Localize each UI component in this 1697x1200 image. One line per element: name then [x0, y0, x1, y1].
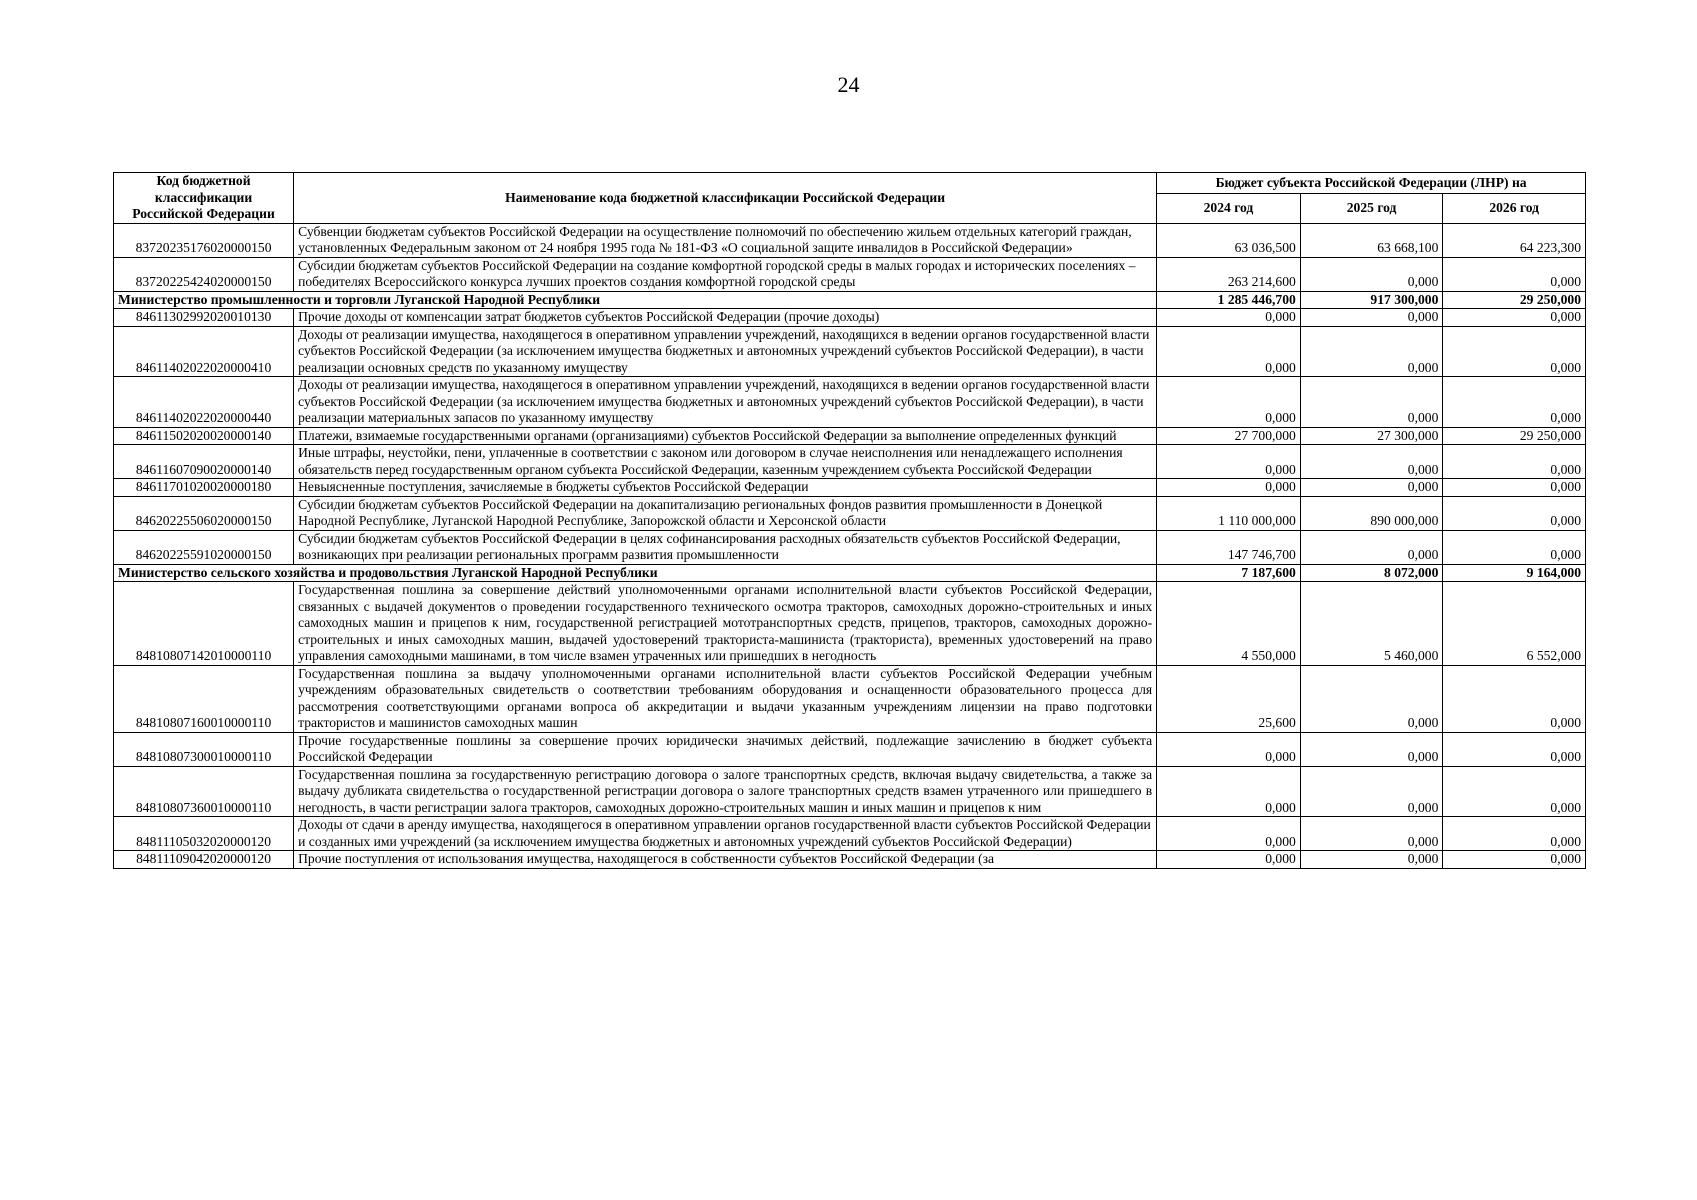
table-row — [114, 766, 1586, 817]
description-cell: Невыясненные поступления, зачисляемые в бюджеты субъектов Российской Федерации — [294, 479, 1157, 497]
value-2025-cell: 0,000 — [1300, 766, 1443, 817]
budget-group-header: Бюджет субъекта Российской Федерации (ЛНР) на — [1157, 173, 1586, 194]
description-cell: Доходы от сдачи в аренду имущества, находящегося в оперативном управлении органов государственной власти субъектов Российской Федерации и созданных ими учреждений (за исключением имущества бюджетных и автономных учреждений субъектов Российской Федерации) — [294, 817, 1157, 851]
description-cell: Прочие государственные пошлины за совершение прочих юридически значимых действий, подлежащие зачислению в бюджет субъекта Российской Федерации — [294, 732, 1157, 766]
description-cell: Доходы от реализации имущества, находящегося в оперативном управлении учреждений, находящихся в ведении органов государственной власти субъектов Российской Федерации (за исключением имущества бюджетных и автономных учреждений субъектов Российской Федерации), в части реализации материальных запасов по указанному имуществу — [294, 377, 1157, 428]
value-2026-cell: 0,000 — [1443, 766, 1586, 817]
value-2024-cell: 147 746,700 — [1157, 530, 1301, 564]
value-2025-cell: 0,000 — [1300, 817, 1443, 851]
value-2026-cell: 6 552,000 — [1443, 582, 1586, 666]
budget-code-cell: 83720225424020000150 — [114, 257, 294, 291]
value-2026-cell: 0,000 — [1443, 326, 1586, 377]
code-column-header: Код бюджетной классификации Российской Федерации — [114, 173, 294, 224]
table-row — [114, 445, 1586, 479]
value-2026-cell: 0,000 — [1443, 530, 1586, 564]
description-cell: Субвенции бюджетам субъектов Российской Федерации на осуществление полномочий по обеспечению жильем отдельных категорий граждан, установленных Федеральным законом от 24 ноября 1995 года № 181-ФЗ «О социальной защите инвалидов в Российской Федерации» — [294, 223, 1157, 257]
value-2026-cell: 29 250,000 — [1443, 291, 1586, 309]
table-row — [114, 427, 1586, 445]
section-title: Министерство сельского хозяйства и продовольствия Луганской Народной Республики — [114, 564, 1157, 582]
description-cell: Субсидии бюджетам субъектов Российской Федерации на создание комфортной городской среды в малых городах и исторических поселениях – победителях Всероссийского конкурса лучших проектов создания комфортной городской среды — [294, 257, 1157, 291]
description-cell: Платежи, взимаемые государственными органами (организациями) субъектов Российской Федерации за выполнение определенных функций — [294, 427, 1157, 445]
year-2025-header: 2025 год — [1300, 193, 1443, 223]
value-2026-cell: 0,000 — [1443, 377, 1586, 428]
value-2025-cell: 0,000 — [1300, 445, 1443, 479]
description-cell: Субсидии бюджетам субъектов Российской Федерации в целях софинансирования расходных обязательств субъектов Российской Федерации, возникающих при реализации региональных программ развития промышленности — [294, 530, 1157, 564]
value-2024-cell: 0,000 — [1157, 479, 1301, 497]
table-row — [114, 665, 1586, 732]
value-2025-cell: 0,000 — [1300, 257, 1443, 291]
budget-code-cell: 84810807300010000110 — [114, 732, 294, 766]
page-number: 24 — [837, 72, 860, 97]
budget-code-cell: 84620225506020000150 — [114, 496, 294, 530]
value-2025-cell: 0,000 — [1300, 377, 1443, 428]
value-2024-cell: 0,000 — [1157, 732, 1301, 766]
budget-code-cell: 84611402022020000440 — [114, 377, 294, 428]
value-2024-cell: 0,000 — [1157, 309, 1301, 327]
value-2026-cell: 0,000 — [1443, 257, 1586, 291]
value-2026-cell: 64 223,300 — [1443, 223, 1586, 257]
budget-code-cell: 84611701020020000180 — [114, 479, 294, 497]
section-row — [114, 291, 1586, 309]
description-cell: Прочие поступления от использования имущества, находящегося в собственности субъектов Российской Федерации (за — [294, 851, 1157, 869]
table-row — [114, 257, 1586, 291]
value-2024-cell: 0,000 — [1157, 817, 1301, 851]
value-2026-cell: 0,000 — [1443, 851, 1586, 869]
value-2025-cell: 0,000 — [1300, 665, 1443, 732]
budget-code-cell: 84620225591020000150 — [114, 530, 294, 564]
value-2025-cell: 0,000 — [1300, 851, 1443, 869]
value-2026-cell: 0,000 — [1443, 817, 1586, 851]
value-2024-cell: 0,000 — [1157, 326, 1301, 377]
value-2024-cell: 0,000 — [1157, 377, 1301, 428]
value-2024-cell: 63 036,500 — [1157, 223, 1301, 257]
budget-code-cell: 84811109042020000120 — [114, 851, 294, 869]
description-cell: Государственная пошлина за выдачу уполномоченными органами исполнительной власти субъектов Российской Федерации учебным учреждениям образовательных свидетельств о соответствии требованиям оборудования и оснащенности образовательного процесса для рассмотрения соответствующими органами вопроса об аккредитации и выдачи указанным учреждениям лицензии на право подготовки трактористов и машинистов самоходных машин — [294, 665, 1157, 732]
value-2024-cell: 7 187,600 — [1157, 564, 1301, 582]
value-2025-cell: 890 000,000 — [1300, 496, 1443, 530]
description-cell: Государственная пошлина за государственную регистрацию договора о залоге транспортных средств, включая выдачу свидетельства, а также за выдачу дубликата свидетельства о государственной регистрации договора о залоге транспортных средств взамен утраченного или пришедшего в негодность, в части регистрации залога тракторов, самоходных дорожно-строительных машин и иных машин и прицепов к ним — [294, 766, 1157, 817]
value-2024-cell: 25,600 — [1157, 665, 1301, 732]
value-2025-cell: 917 300,000 — [1300, 291, 1443, 309]
value-2024-cell: 0,000 — [1157, 445, 1301, 479]
table-row — [114, 582, 1586, 666]
value-2024-cell: 0,000 — [1157, 766, 1301, 817]
value-2024-cell: 27 700,000 — [1157, 427, 1301, 445]
name-column-header: Наименование кода бюджетной классификации Российской Федерации — [294, 173, 1157, 224]
value-2025-cell: 0,000 — [1300, 309, 1443, 327]
year-2024-header: 2024 год — [1157, 193, 1301, 223]
value-2025-cell: 0,000 — [1300, 326, 1443, 377]
table-row — [114, 496, 1586, 530]
budget-code-cell: 84811105032020000120 — [114, 817, 294, 851]
value-2026-cell: 0,000 — [1443, 445, 1586, 479]
value-2024-cell: 1 110 000,000 — [1157, 496, 1301, 530]
value-2026-cell: 0,000 — [1443, 496, 1586, 530]
value-2025-cell: 0,000 — [1300, 479, 1443, 497]
description-cell: Иные штрафы, неустойки, пени, уплаченные в соответствии с законом или договором в случае неисполнения или ненадлежащего исполнения обязательств перед государственным органом субъекта Российской Федерации, казенным учреждением субъекта Российской Федерации — [294, 445, 1157, 479]
value-2024-cell: 1 285 446,700 — [1157, 291, 1301, 309]
value-2025-cell: 0,000 — [1300, 732, 1443, 766]
value-2024-cell: 4 550,000 — [1157, 582, 1301, 666]
value-2026-cell: 9 164,000 — [1443, 564, 1586, 582]
table-row — [114, 817, 1586, 851]
year-2026-header: 2026 год — [1443, 193, 1586, 223]
value-2026-cell: 0,000 — [1443, 479, 1586, 497]
budget-code-cell: 83720235176020000150 — [114, 223, 294, 257]
section-row — [114, 564, 1586, 582]
value-2025-cell: 63 668,100 — [1300, 223, 1443, 257]
value-2025-cell: 27 300,000 — [1300, 427, 1443, 445]
value-2025-cell: 5 460,000 — [1300, 582, 1443, 666]
value-2024-cell: 0,000 — [1157, 851, 1301, 869]
table-row — [114, 479, 1586, 497]
description-cell: Доходы от реализации имущества, находящегося в оперативном управлении учреждений, находящихся в ведении органов государственной власти субъектов Российской Федерации (за исключением имущества бюджетных и автономных учреждений субъектов Российской Федерации), в части реализации основных средств по указанному имуществу — [294, 326, 1157, 377]
header-row — [114, 173, 1586, 194]
description-cell: Прочие доходы от компенсации затрат бюджетов субъектов Российской Федерации (прочие доходы) — [294, 309, 1157, 327]
value-2025-cell: 0,000 — [1300, 530, 1443, 564]
value-2026-cell: 0,000 — [1443, 309, 1586, 327]
table-row — [114, 377, 1586, 428]
section-title: Министерство промышленности и торговли Луганской Народной Республики — [114, 291, 1157, 309]
table-row — [114, 326, 1586, 377]
description-cell: Субсидии бюджетам субъектов Российской Федерации на докапитализацию региональных фондов развития промышленности в Донецкой Народной Республике, Луганской Народной Республике, Запорожской области и Херсонской области — [294, 496, 1157, 530]
budget-code-cell: 84611402022020000410 — [114, 326, 294, 377]
table-row — [114, 732, 1586, 766]
budget-code-cell: 84611607090020000140 — [114, 445, 294, 479]
value-2026-cell: 0,000 — [1443, 732, 1586, 766]
value-2026-cell: 0,000 — [1443, 665, 1586, 732]
description-cell: Государственная пошлина за совершение действий уполномоченными органами исполнительной власти субъектов Российской Федерации, связанных с выдачей документов о проведении государственного технического осмотра тракторов, самоходных дорожно-строительных и иных самоходных машин и прицепов к ним, государственной регистрацией мототранспортных средств, прицепов, тракторов, самоходных дорожно-строительных и иных самоходных машин, выдачей удостоверений тракториста-машиниста (тракториста), временных удостоверений на право управления самоходными машинами, в том числе взамен утраченных или пришедших в негодность — [294, 582, 1157, 666]
table-row — [114, 223, 1586, 257]
value-2025-cell: 8 072,000 — [1300, 564, 1443, 582]
value-2026-cell: 29 250,000 — [1443, 427, 1586, 445]
budget-code-cell: 84810807142010000110 — [114, 582, 294, 666]
table-row — [114, 309, 1586, 327]
table-row — [114, 530, 1586, 564]
budget-code-cell: 84810807360010000110 — [114, 766, 294, 817]
table-row — [114, 851, 1586, 869]
value-2024-cell: 263 214,600 — [1157, 257, 1301, 291]
table-body — [114, 223, 1586, 868]
budget-code-cell: 84611302992020010130 — [114, 309, 294, 327]
budget-table — [113, 172, 1586, 869]
budget-code-cell: 84810807160010000110 — [114, 665, 294, 732]
budget-code-cell: 84611502020020000140 — [114, 427, 294, 445]
